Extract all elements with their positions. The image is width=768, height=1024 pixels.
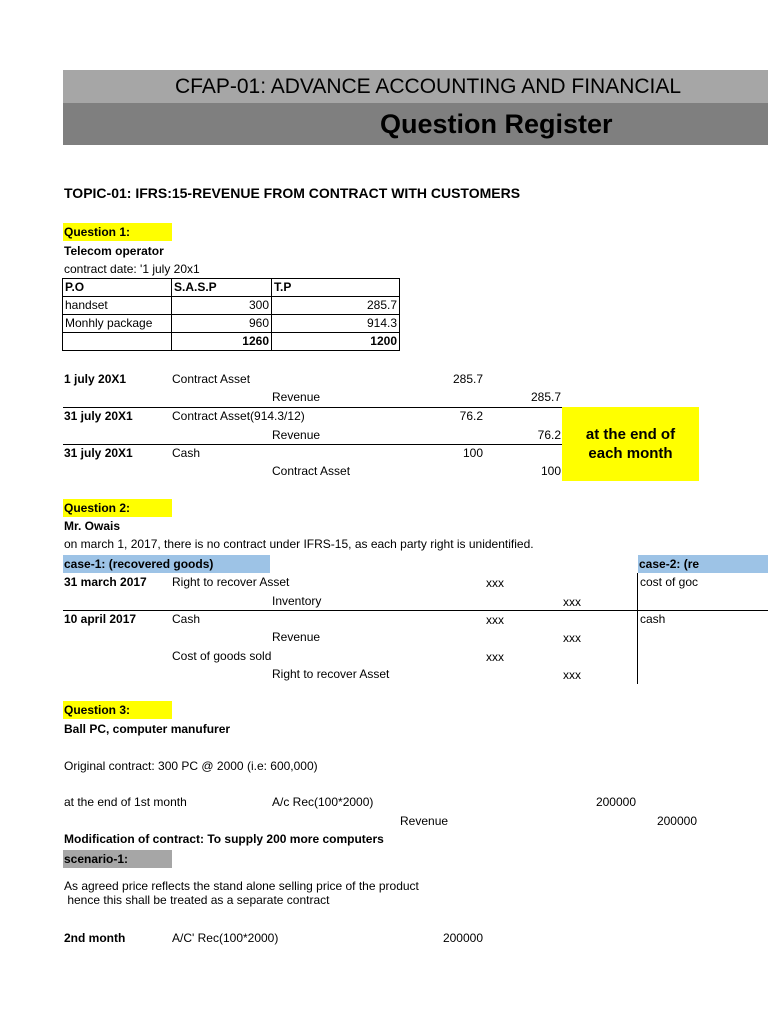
q1-contract-date: contract date: '1 july 20x1 <box>64 262 200 276</box>
q3-scenario-label: scenario-1: <box>63 850 172 868</box>
q1-entry2-credit: Revenue <box>272 428 321 442</box>
table-cell: 1200 <box>272 333 400 351</box>
q1-entry2-date: 31 july 20X1 <box>64 409 133 423</box>
table-header-row <box>63 279 400 297</box>
q3-month1-credit-amount: 200000 <box>656 814 697 828</box>
q3-label: Question 3: <box>63 701 172 719</box>
q1-entry3-credit-amount: 100 <box>540 464 561 478</box>
q3-month2-debit-amount: 200000 <box>442 931 483 945</box>
table-cell: 285.7 <box>272 297 400 315</box>
q2-entry2-credit: Revenue <box>272 630 321 644</box>
topic-heading: TOPIC-01: IFRS:15-REVENUE FROM CONTRACT WITH CUSTOMERS <box>64 185 521 201</box>
q3-original-contract: Original contract: 300 PC @ 2000 (i.e: 600,000) <box>64 759 318 773</box>
q2-description: on march 1, 2017, there is no contract under IFRS-15, as each party right is unidentified. <box>64 537 534 551</box>
table-total-row <box>63 333 400 351</box>
q3-scenario-text-2: hence this shall be treated as a separate contract <box>64 893 330 907</box>
q2-entry1-date: 31 march 2017 <box>64 575 147 589</box>
q3-month1-credit: Revenue <box>400 814 449 828</box>
q3-month2-debit: A/C' Rec(100*2000) <box>172 931 279 945</box>
table-row <box>63 315 400 333</box>
table-header-cell: P.O <box>63 279 172 297</box>
q2-entry2-debit: Cash <box>172 612 201 626</box>
table-cell: 914.3 <box>272 315 400 333</box>
q1-entry1-credit-amount: 285.7 <box>530 390 561 404</box>
header-banner-bottom <box>63 103 768 145</box>
q2-entry1-credit: Inventory <box>272 594 322 608</box>
q2-entry3-debit: Cost of goods sold <box>172 649 272 663</box>
divider <box>63 407 562 408</box>
q3-month1-label: at the end of 1st month <box>64 795 187 809</box>
table-cell: 960 <box>172 315 272 333</box>
header-title-line1: CFAP-01: ADVANCE ACCOUNTING AND FINANCIAL <box>175 75 682 98</box>
q1-entry3-debit-amount: 100 <box>462 446 483 460</box>
q2-entry3-credit-amount: xxx <box>563 668 581 682</box>
table-cell <box>63 333 172 351</box>
table-cell: 1260 <box>172 333 272 351</box>
q2-case2-entry1: cost of goc <box>640 575 699 589</box>
q1-title: Telecom operator <box>64 244 164 258</box>
q1-entry3-credit: Contract Asset <box>272 464 351 478</box>
q1-entry1-date: 1 july 20X1 <box>64 372 127 386</box>
q2-case2-entry2: cash <box>640 612 666 626</box>
q1-entry1-credit: Revenue <box>272 390 321 404</box>
q1-entry3-date: 31 july 20X1 <box>64 446 133 460</box>
q3-scenario-text-1: As agreed price reflects the stand alone selling price of the product <box>64 879 419 893</box>
q2-label: Question 2: <box>63 499 172 517</box>
case2-divider <box>637 573 638 684</box>
q1-entry2-debit-amount: 76.2 <box>459 409 483 423</box>
q2-case1-label: case-1: (recovered goods) <box>63 555 270 573</box>
q1-entry2-credit-amount: 76.2 <box>537 428 561 442</box>
q2-entry3-debit-amount: xxx <box>486 650 504 664</box>
q3-modification: Modification of contract: To supply 200 more computers <box>64 832 384 846</box>
po-table <box>62 278 400 351</box>
q3-month2-label: 2nd month <box>64 931 126 945</box>
divider <box>63 444 562 445</box>
q1-note-box <box>562 407 699 481</box>
table-row <box>63 297 400 315</box>
q2-title: Mr. Owais <box>64 519 121 533</box>
q1-entry1-debit-amount: 285.7 <box>452 372 483 386</box>
q1-note-text: at the end of each month <box>585 426 676 462</box>
table-header-cell: T.P <box>272 279 400 297</box>
q2-entry1-debit-amount: xxx <box>486 576 504 590</box>
q2-entry1-credit-amount: xxx <box>563 595 581 609</box>
header-title-line2: Question Register <box>380 109 613 139</box>
q2-case2-label: case-2: (re <box>638 555 768 573</box>
table-cell: handset <box>63 297 172 315</box>
table-header-cell: S.A.S.P <box>172 279 272 297</box>
q1-entry2-debit: Contract Asset(914.3/12) <box>172 409 305 423</box>
table-cell: Monhly package <box>63 315 172 333</box>
q1-label: Question 1: <box>63 223 172 241</box>
header-banner-top <box>63 70 768 103</box>
q1-entry3-debit: Cash <box>172 446 201 460</box>
q2-entry2-credit-amount: xxx <box>563 631 581 645</box>
q2-entry3-credit: Right to recover Asset <box>272 667 390 681</box>
q2-entry2-date: 10 april 2017 <box>64 612 137 626</box>
q2-entry2-debit-amount: xxx <box>486 613 504 627</box>
q3-title: Ball PC, computer manufurer <box>64 722 231 736</box>
q1-entry1-debit: Contract Asset <box>172 372 251 386</box>
table-cell: 300 <box>172 297 272 315</box>
q3-month1-debit: A/c Rec(100*2000) <box>272 795 374 809</box>
q2-entry1-debit: Right to recover Asset <box>172 575 290 589</box>
q3-month1-debit-amount: 200000 <box>595 795 636 809</box>
